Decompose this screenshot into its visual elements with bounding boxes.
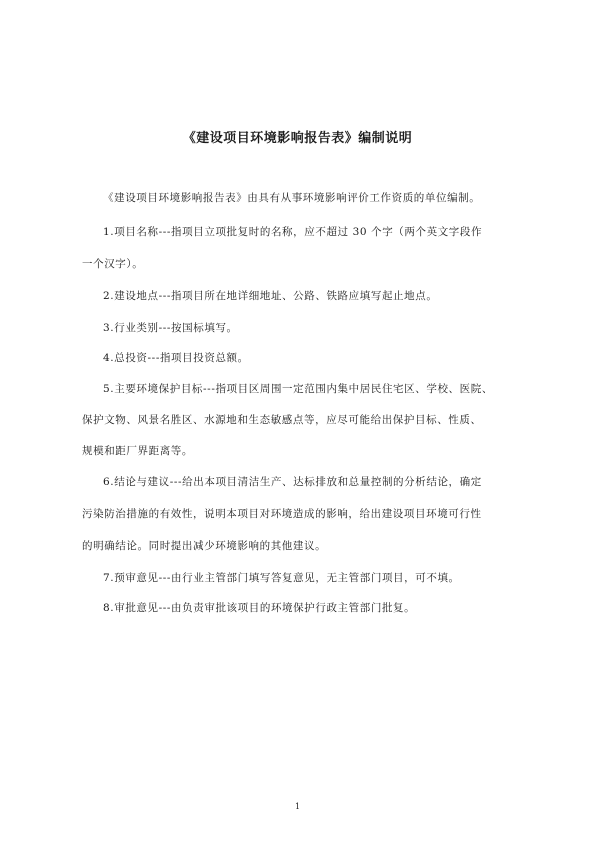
item-5-line-1: 5.主要环境保护目标---指项目区周围一定范围内集中居民住宅区、学校、医院、 xyxy=(103,383,493,395)
item-6-line-3: 的明确结论。同时提出减少环境影响的其他建议。 xyxy=(82,540,327,552)
item-5-line-3: 规模和距厂界距离等。 xyxy=(82,445,193,457)
page-number: 1 xyxy=(294,802,301,811)
item-3: 3.行业类别---按国标填写。 xyxy=(103,322,238,334)
page-title: 《建设项目环境影响报告表》编制说明 xyxy=(182,131,413,146)
item-1-line-1: 1.项目名称---指项目立项批复时的名称，应不超过 30 个字（两个英文字段作 xyxy=(103,226,483,238)
item-6-line-1: 6.结论与建议---给出本项目清洁生产、达标排放和总量控制的分析结论，确定 xyxy=(103,476,482,488)
intro-paragraph: 《建设项目环境影响报告表》由具有从事环境影响评价工作资质的单位编制。 xyxy=(103,192,481,204)
item-5-line-2: 保护文物、风景名胜区、水源地和生态敏感点等，应尽可能给出保护目标、性质、 xyxy=(82,414,482,426)
item-6-line-2: 污染防治措施的有效性，说明本项目对环境造成的影响，给出建设项目环境可行性 xyxy=(82,508,482,520)
item-1-line-2: 一个汉字）。 xyxy=(82,258,144,270)
item-7: 7.预审意见---由行业主管部门填写答复意见，无主管部门项目，可不填。 xyxy=(103,572,460,584)
item-4: 4.总投资---指项目投资总额。 xyxy=(103,352,249,364)
item-2: 2.建设地点---指项目所在地详细地址、公路、铁路应填写起止地点。 xyxy=(103,290,438,302)
item-8: 8.审批意见---由负责审批该项目的环境保护行政主管部门批复。 xyxy=(103,602,416,614)
